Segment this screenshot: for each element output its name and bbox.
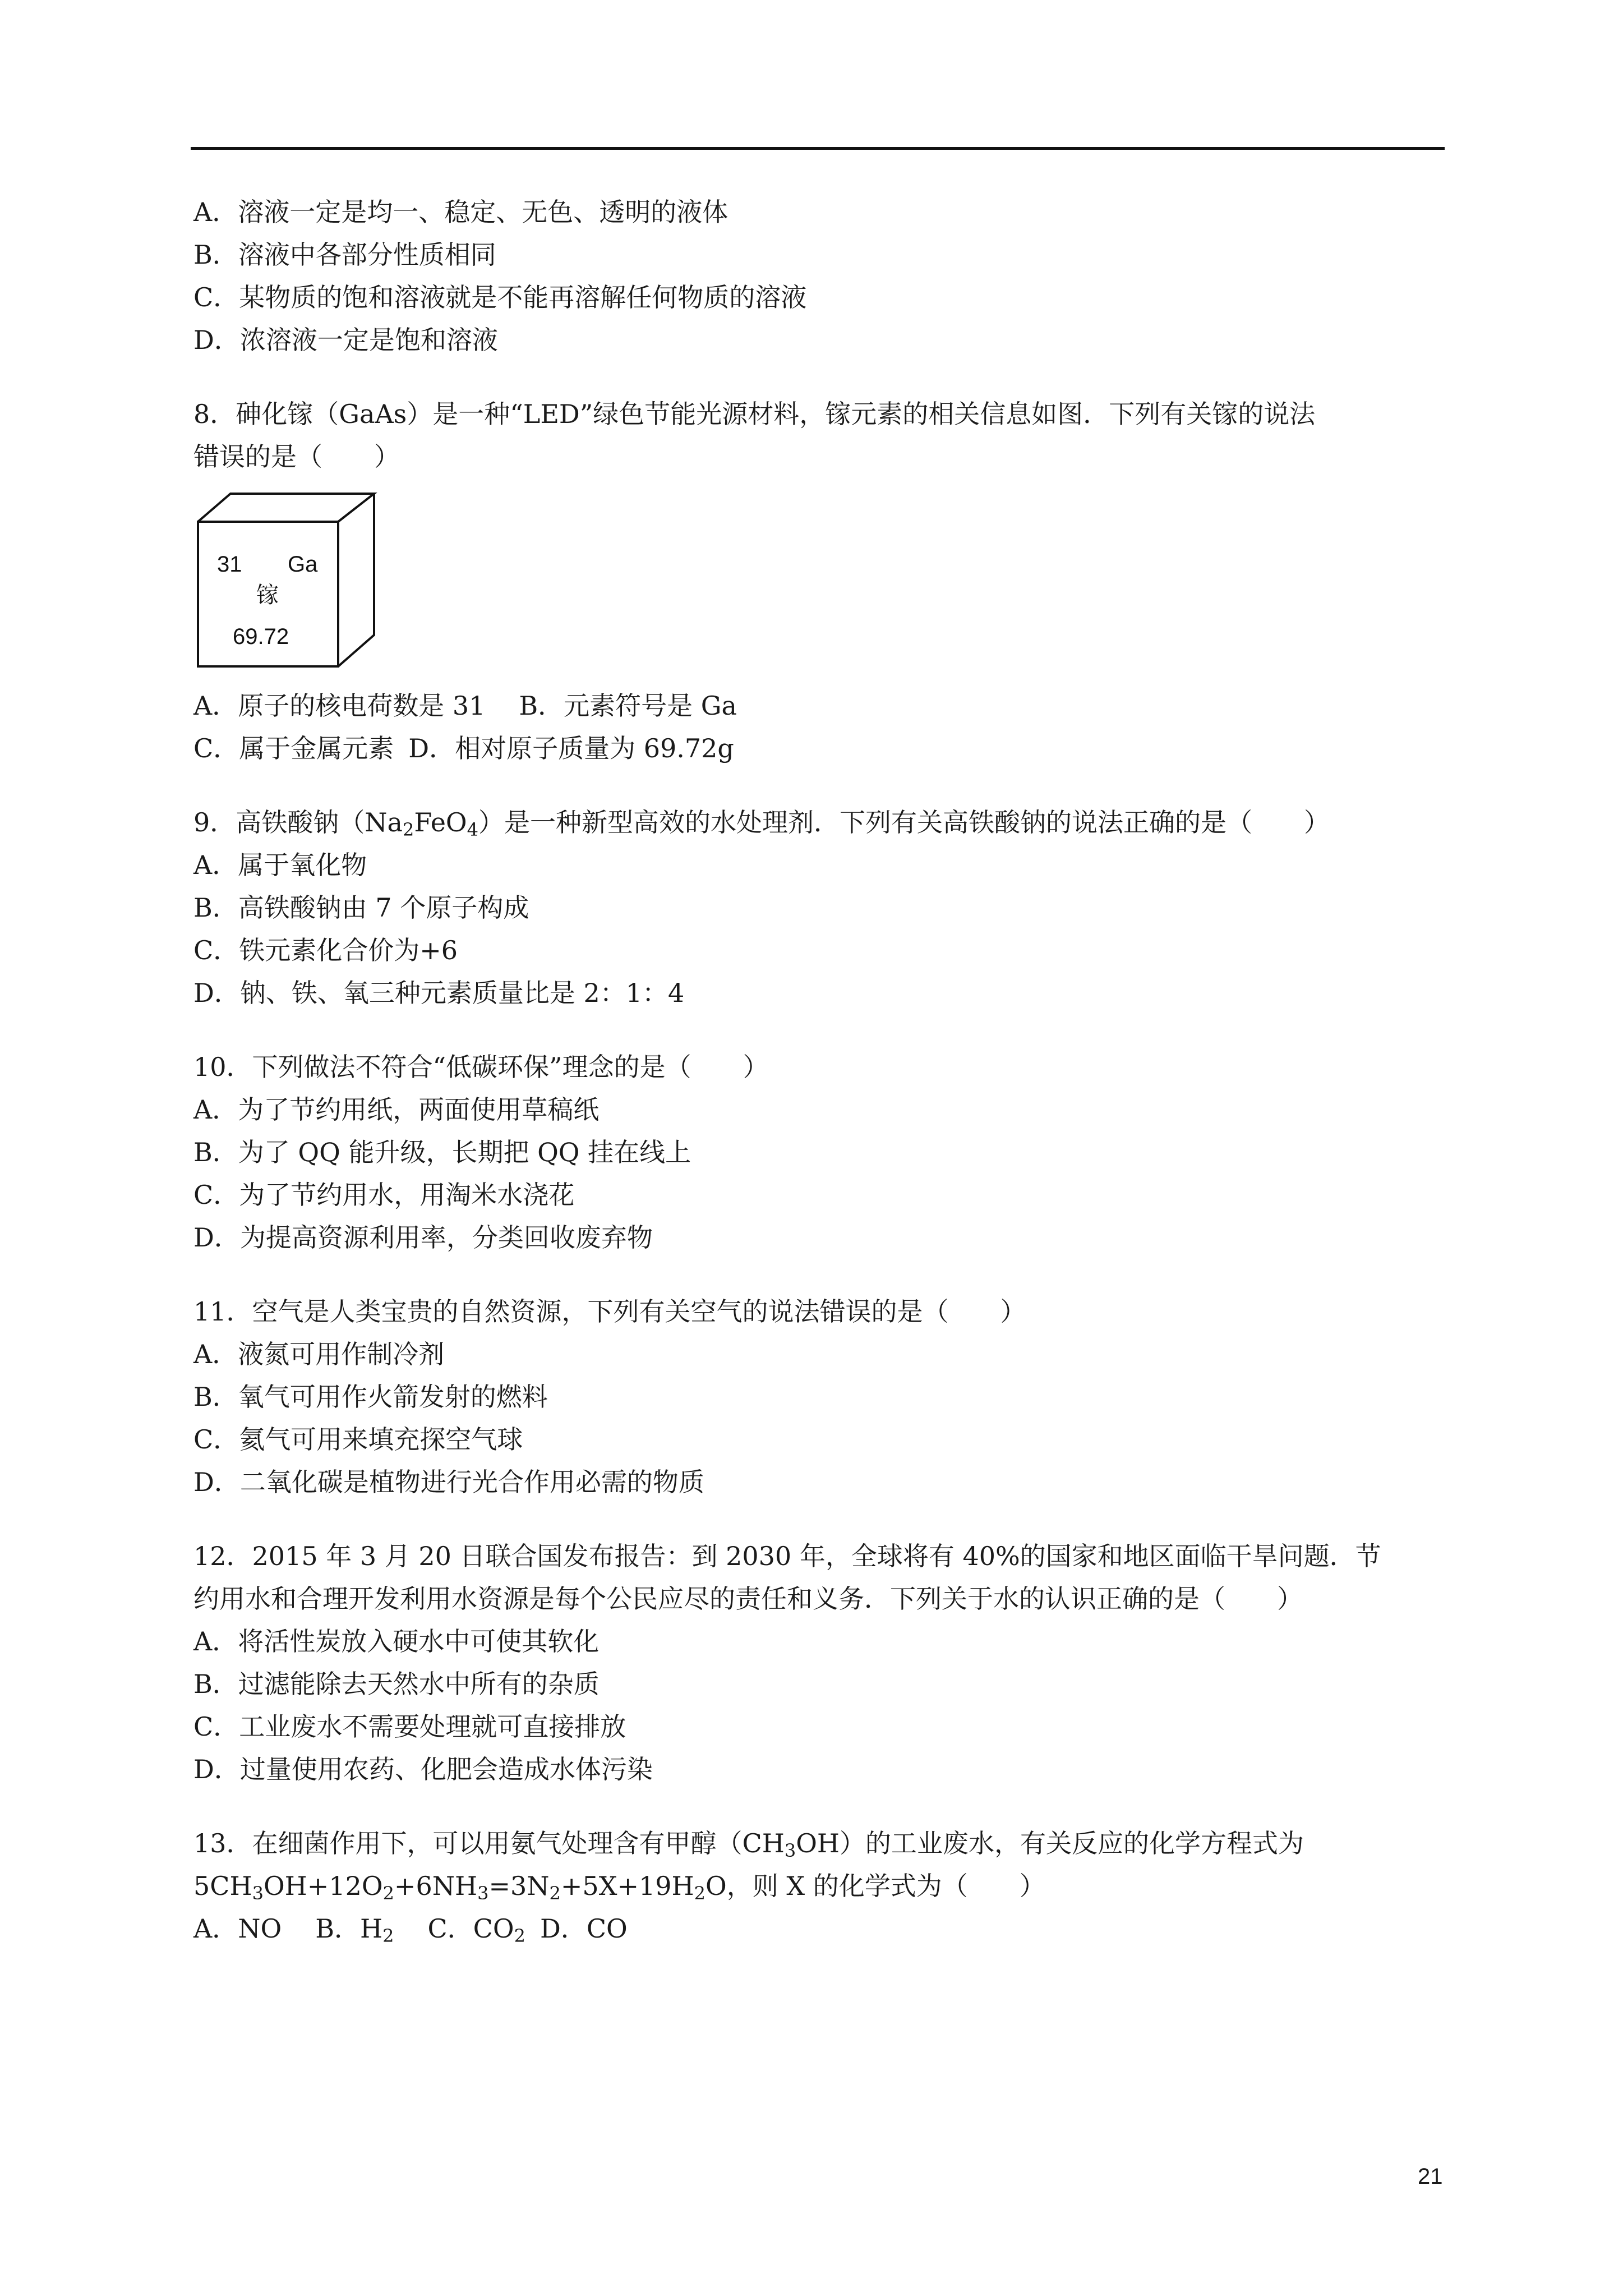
- q8-option-c: C．属于金属元素: [193, 733, 394, 763]
- element-number: 31: [217, 552, 242, 577]
- gallium-element-card: [195, 490, 385, 670]
- q8-options-row1: [193, 684, 1447, 727]
- q7-option-c: C．某物质的饱和溶液就是不能再溶解任何物质的溶液: [193, 282, 807, 312]
- q12-option-a: A．将活性炭放入硬水中可使其软化: [193, 1626, 600, 1657]
- q7-option-d: D．浓溶液一定是饱和溶液: [193, 325, 498, 355]
- question-12: [193, 1535, 1447, 1791]
- q8-stem-line2: 错误的是（ ）: [193, 441, 400, 472]
- element-name: 镓: [256, 582, 279, 608]
- question-7-options: [193, 191, 1447, 361]
- q10-stem: 10．下列做法不符合“低碳环保”理念的是（ ）: [193, 1052, 769, 1082]
- element-symbol: Ga: [288, 552, 318, 577]
- q13-option-a: A．NO: [193, 1913, 282, 1944]
- q11-option-c: C．氦气可用来填充探空气球: [193, 1424, 523, 1455]
- q12-option-c: C．工业废水不需要处理就可直接排放: [193, 1711, 626, 1742]
- q9-option-c: C．铁元素化合价为+6: [193, 935, 458, 965]
- q7-option-a: A．溶液一定是均一、稳定、无色、透明的液体: [193, 197, 728, 227]
- q9-option-b: B．高铁酸钠由 7 个原子构成: [193, 892, 529, 923]
- q12-stem-line1: 12．2015 年 3 月 20 日联合国发布报告：到 2030 年，全球将有 40%的国家和地区面临干旱问题．节: [193, 1541, 1381, 1571]
- q10-option-b: B．为了 QQ 能升级，长期把 QQ 挂在线上: [193, 1137, 691, 1167]
- q11-option-b: B．氧气可用作火箭发射的燃料: [193, 1382, 548, 1412]
- page-number: 21: [1418, 2164, 1443, 2189]
- q13-stem-line1: 13．在细菌作用下，可以用氨气处理含有甲醇$(CH_3OH)$的工业废水，有关反应的化学方程式为: [193, 1828, 1304, 1861]
- q8-option-b: B．元素符号是 Ga: [519, 691, 737, 721]
- q8-option-d: D．相对原子质量为 69.72g: [408, 733, 734, 763]
- question-10: [193, 1046, 1447, 1259]
- q10-option-d: D．为提高资源利用率，分类回收废弃物: [193, 1222, 653, 1253]
- q10-option-a: A．为了节约用纸，两面使用草稿纸: [193, 1094, 600, 1125]
- q13-option-d: D．CO: [540, 1913, 628, 1944]
- q7-option-b: B．溶液中各部分性质相同: [193, 240, 496, 270]
- q12-option-b: B．过滤能除去天然水中所有的杂质: [193, 1669, 600, 1699]
- q13-equation-line: $5CH_3OH+12O_2+6NH_3=3N_2+5X+19H_2O$，则 X 的化学式为（ ）: [193, 1871, 1045, 1904]
- q9-stem: 9．高铁酸钠$(Na_2FeO_4)$是一种新型高效的水处理剂．下列有关高铁酸钠的说法正确的是（ ）: [193, 807, 1330, 840]
- q8-options-row2: [193, 727, 1447, 770]
- question-11: [193, 1290, 1447, 1503]
- q13-option-c: C．$CO_2$: [427, 1913, 525, 1947]
- q13-options-row: [193, 1907, 1447, 1950]
- question-9: [193, 801, 1447, 1014]
- q11-stem: 11．空气是人类宝贵的自然资源，下列有关空气的说法错误的是（ ）: [193, 1296, 1026, 1327]
- q12-stem-line2: 约用水和合理开发利用水资源是每个公民应尽的责任和义务．下列关于水的认识正确的是（ ）: [193, 1584, 1303, 1614]
- q11-option-d: D．二氧化碳是植物进行光合作用必需的物质: [193, 1467, 704, 1497]
- page-content: [193, 191, 1447, 1950]
- q9-option-d: D．钠、铁、氧三种元素质量比是 2：1：4: [193, 978, 685, 1008]
- question-13: [193, 1822, 1447, 1950]
- q8-stem-line1: 8．砷化镓（GaAs）是一种“LED”绿色节能光源材料，镓元素的相关信息如图．下列有关镓的说法: [193, 399, 1316, 429]
- q11-option-a: A．液氮可用作制冷剂: [193, 1339, 445, 1369]
- element-mass: 69.72: [233, 624, 289, 649]
- q13-option-b: B．$H_2$: [315, 1913, 394, 1947]
- q8-option-a: A．原子的核电荷数是 31: [193, 691, 486, 721]
- q12-option-d: D．过量使用农药、化肥会造成水体污染: [193, 1754, 653, 1784]
- question-8: [193, 393, 1447, 770]
- header-rule: [191, 147, 1445, 150]
- q10-option-c: C．为了节约用水，用淘米水浇花: [193, 1180, 575, 1210]
- q9-option-a: A．属于氧化物: [193, 850, 367, 880]
